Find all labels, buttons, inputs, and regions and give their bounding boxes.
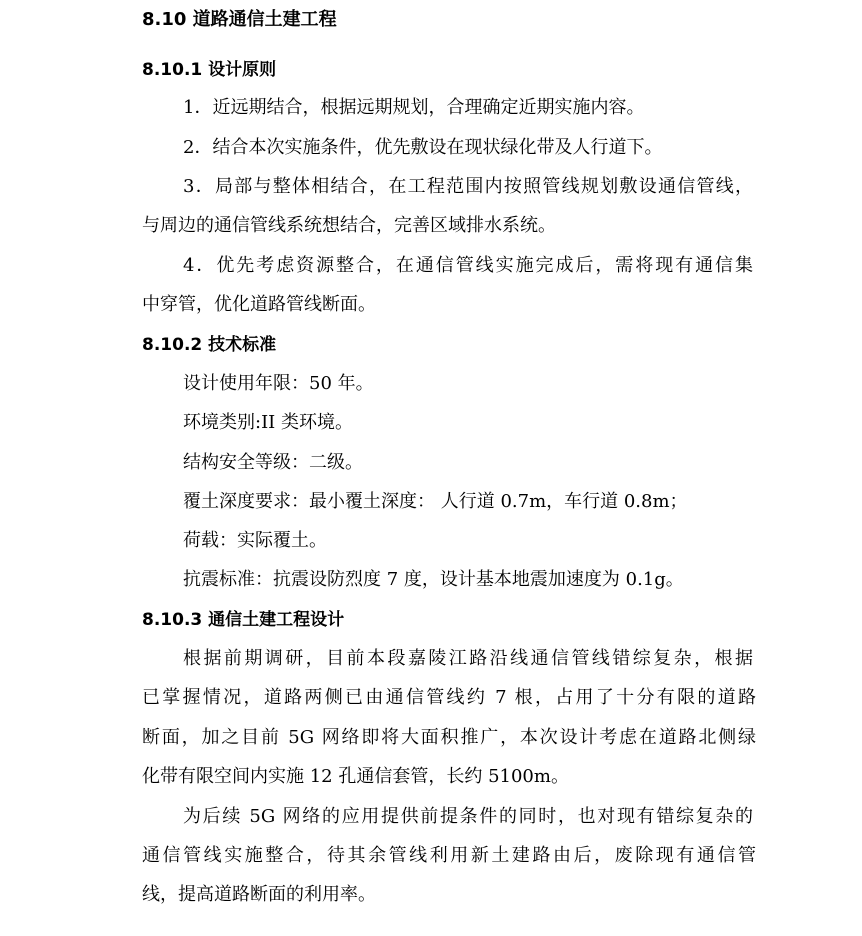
standard-safety-grade: 结构安全等级：二级。 — [183, 452, 363, 473]
design-paragraph-1-line-1: 根据前期调研，目前本段嘉陵江路沿线通信管线错综复杂，根据 — [183, 648, 753, 669]
principle-1: 1．近远期结合，根据远期规划，合理确定近期实施内容。 — [183, 97, 645, 118]
design-paragraph-1-line-3: 断面，加之目前 5G 网络即将大面积推广，本次设计考虑在道路北侧绿 — [142, 727, 756, 748]
standard-load: 荷载：实际覆土。 — [183, 530, 327, 551]
subsection-title-engineering-design: 8.10.3 通信土建工程设计 — [142, 610, 345, 630]
design-paragraph-1-line-2: 已掌握情况，道路两侧已由通信管线约 7 根，占用了十分有限的道路 — [142, 687, 756, 708]
principle-3-line-2: 与周边的通信管线系统想结合，完善区域排水系统。 — [142, 215, 556, 236]
section-title: 8.10 道路通信土建工程 — [142, 9, 337, 30]
standard-seismic: 抗震标准：抗震设防烈度 7 度，设计基本地震加速度为 0.1g。 — [183, 569, 684, 590]
principle-3-line-1: 3．局部与整体相结合，在工程范围内按照管线规划敷设通信管线， — [183, 176, 753, 197]
principle-2: 2．结合本次实施条件，优先敷设在现状绿化带及人行道下。 — [183, 137, 663, 158]
design-paragraph-2-line-3: 线，提高道路断面的利用率。 — [142, 884, 376, 905]
standard-cover-depth: 覆土深度要求：最小覆土深度： 人行道 0.7m，车行道 0.8m； — [183, 491, 688, 512]
design-paragraph-2-line-2: 通信管线实施整合，待其余管线利用新土建路由后，废除现有通信管 — [142, 845, 756, 866]
subsection-title-technical-standards: 8.10.2 技术标准 — [142, 335, 277, 355]
principle-4-line-2: 中穿管，优化道路管线断面。 — [142, 294, 376, 315]
standard-design-life: 设计使用年限：50 年。 — [183, 373, 374, 394]
principle-4-line-1: 4．优先考虑资源整合，在通信管线实施完成后，需将现有通信集 — [183, 255, 753, 276]
design-paragraph-1-line-4: 化带有限空间内实施 12 孔通信套管，长约 5100m。 — [142, 766, 569, 787]
subsection-title-design-principles: 8.10.1 设计原则 — [142, 60, 277, 80]
design-paragraph-2-line-1: 为后续 5G 网络的应用提供前提条件的同时，也对现有错综复杂的 — [183, 806, 753, 827]
standard-environment-class: 环境类别:II 类环境。 — [183, 412, 354, 433]
